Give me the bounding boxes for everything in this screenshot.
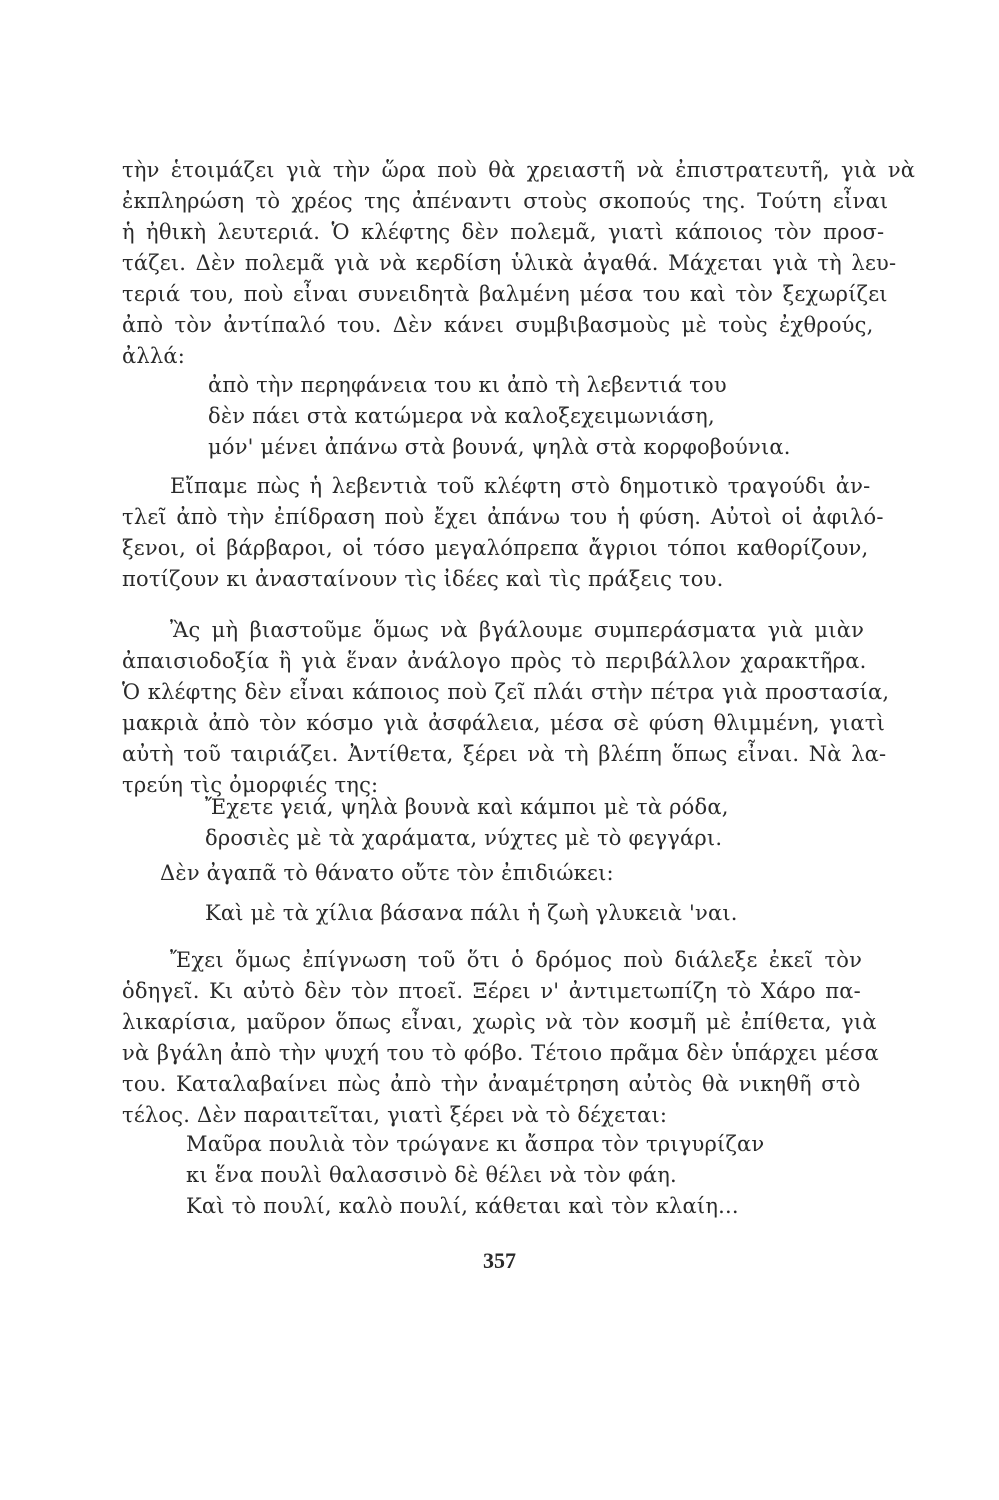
text-line: νὰ βγάλη ἀπὸ τὴν ψυχή του τὸ φόβο. Τέτοιο πρᾶμα δὲν ὑπάρχει μέσα [122,1041,879,1065]
text-line: ἐκπληρώση τὸ χρέος της ἀπέναντι στοὺς σκοπούς της. Τούτη εἶναι [122,189,889,213]
text-line: μακριὰ ἀπὸ τὸν κόσμο γιὰ ἀσφάλεια, μέσα σὲ φύση θλιμμένη, γιατὶ [122,711,885,735]
verse-line: Μαῦρα πουλιὰ τὸν τρώγανε κι ἄσπρα τὸν τριγυρίζαν [186,1132,765,1156]
text-line: Ἂς μὴ βιαστοῦμε ὅμως νὰ βγάλουμε συμπεράσματα γιὰ μιὰν [170,618,865,642]
verse-line: Ἔχετε γειά, ψηλὰ βουνὰ καὶ κάμποι μὲ τὰ ρόδα, [205,795,729,819]
verse-line: ἀπὸ τὴν περηφάνεια του κι ἀπὸ τὴ λεβεντιά του [208,373,727,397]
text-line: ἡ ἠθικὴ λευτεριά. Ὁ κλέφτης δὲν πολεμᾶ, γιατὶ κάποιος τὸν προσ- [122,220,885,244]
text-line: ἀλλά: [122,344,186,368]
verse-line: δροσιὲς μὲ τὰ χαράματα, νύχτες μὲ τὸ φεγγάρι. [205,826,723,850]
text-line: ξενοι, οἱ βάρβαροι, οἱ τόσο μεγαλόπρεπα ἄγριοι τόποι καθορίζουν, [122,536,869,560]
verse-line: δὲν πάει στὰ κατώμερα νὰ καλοξεχειμωνιάση, [208,404,715,428]
verse-2 [205,792,729,854]
verse-line: Καὶ μὲ τὰ χίλια βάσανα πάλι ἡ ζωὴ γλυκειὰ 'ναι. [205,901,738,925]
verse-3 [205,898,738,929]
text-line: Δὲν ἀγαπᾶ τὸ θάνατο οὔτε τὸν ἐπιδιώκει: [160,861,614,885]
text-line: τὴν ἑτοιμάζει γιὰ τὴν ὥρα ποὺ θὰ χρειαστῆ νὰ ἐπιστρατευτῆ, γιὰ νὰ [122,158,916,182]
verse-line: Καὶ τὸ πουλί, καλὸ πουλί, κάθεται καὶ τὸν κλαίη... [186,1194,739,1218]
paragraph-1 [122,155,916,372]
text-line: λικαρίσια, μαῦρον ὅπως εἶναι, χωρὶς νὰ τὸν κοσμῆ μὲ ἐπίθετα, γιὰ [122,1010,877,1034]
verse-line: μόν' μένει ἀπάνω στὰ βουνά, ψηλὰ στὰ κορφοβούνια. [208,435,791,459]
verse-1 [208,370,791,463]
text-line: τρεύη τὶς ὀμορφιές της: [122,773,379,797]
text-line: Εἴπαμε πὼς ἡ λεβεντιὰ τοῦ κλέφτη στὸ δημοτικὸ τραγούδι ἀν- [170,474,871,498]
text-line: Ἔχει ὅμως ἐπίγνωση τοῦ ὅτι ὁ δρόμος ποὺ διάλεξε ἐκεῖ τὸν [170,948,863,972]
text-line: ποτίζουν κι ἀνασταίνουν τὶς ἰδέες καὶ τὶς πράξεις του. [122,567,724,591]
paragraph-5 [122,945,879,1131]
paragraph-3 [122,615,890,801]
text-line: τάζει. Δὲν πολεμᾶ γιὰ νὰ κερδίση ὑλικὰ ἀγαθά. Μάχεται γιὰ τὴ λευ- [122,251,897,275]
text-line: ἀπὸ τὸν ἀντίπαλό του. Δὲν κάνει συμβιβασμοὺς μὲ τοὺς ἐχθρούς, [122,313,874,337]
text-line: Ὁ κλέφτης δὲν εἶναι κάποιος ποὺ ζεῖ πλάι στὴν πέτρα γιὰ προστασία, [122,680,890,704]
text-line: ὁδηγεῖ. Κι αὐτὸ δὲν τὸν πτοεῖ. Ξέρει ν' ἀντιμετωπίζη τὸ Χάρο πα- [122,979,861,1003]
verse-4 [186,1129,764,1222]
text-line: τέλος. Δὲν παραιτεῖται, γιατὶ ξέρει νὰ τὸ δέχεται: [122,1103,668,1127]
verse-line: κι ἕνα πουλὶ θαλασσινὸ δὲ θέλει νὰ τὸν φάη. [186,1163,677,1187]
paragraph-4 [160,858,614,889]
text-line: τεριά του, ποὺ εἶναι συνειδητὰ βαλμένη μέσα του καὶ τὸν ξεχωρίζει [122,282,888,306]
page-number: 357 [483,1248,516,1273]
text-line: αὐτὴ τοῦ ταιριάζει. Ἀντίθετα, ξέρει νὰ τὴ βλέπη ὅπως εἶναι. Νὰ λα- [122,742,887,766]
text-line: ἀπαισιοδοξία ἢ γιὰ ἕναν ἀνάλογο πρὸς τὸ περιβάλλον χαρακτῆρα. [122,649,867,673]
text-line: του. Καταλαβαίνει πὼς ἀπὸ τὴν ἀναμέτρηση αὐτὸς θὰ νικηθῆ στὸ [122,1072,861,1096]
paragraph-2 [122,471,884,595]
text-line: τλεῖ ἀπὸ τὴν ἐπίδραση ποὺ ἔχει ἀπάνω του ἡ φύση. Αὐτοὶ οἱ ἀφιλό- [122,505,884,529]
